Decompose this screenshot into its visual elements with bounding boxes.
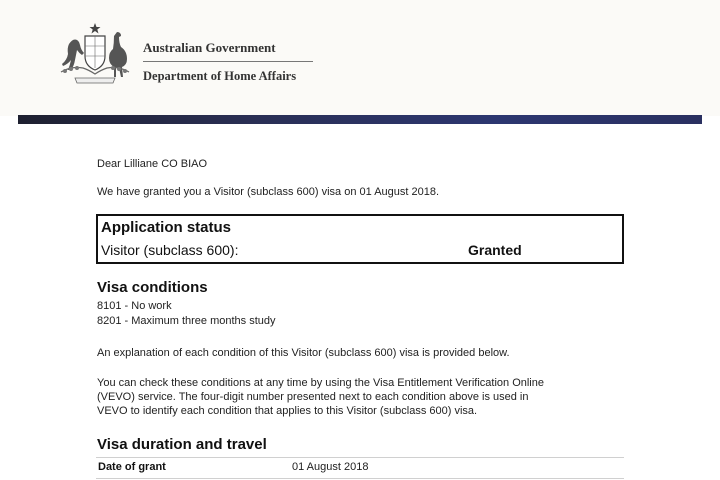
department-name: Department of Home Affairs — [143, 69, 297, 83]
conditions-explanation: An explanation of each condition of this Visitor (subclass 600) visa is provided below. — [97, 347, 510, 359]
visa-conditions-title: Visa conditions — [97, 279, 208, 296]
application-status-box — [96, 214, 624, 264]
government-identity — [143, 40, 315, 84]
header-band — [18, 115, 702, 124]
date-of-grant-value: 01 August 2018 — [292, 461, 369, 473]
letterhead-divider — [143, 61, 313, 62]
vevo-line: You can check these conditions at any time by using the Visa Entitlement Verification Online — [97, 377, 544, 389]
date-of-grant-label: Date of grant — [98, 461, 166, 473]
application-status-value: Granted — [468, 242, 522, 258]
vevo-line: (VEVO) service. The four-digit number presented next to each condition above is used in — [97, 391, 529, 403]
condition-item: 8201 - Maximum three months study — [97, 315, 276, 327]
table-row — [96, 457, 624, 479]
letterhead — [0, 0, 720, 116]
salutation: Dear Lilliane CO BIAO — [97, 158, 208, 170]
grant-intro: We have granted you a Visitor (subclass 600) visa on 01 August 2018. — [97, 186, 440, 198]
vevo-line: VEVO to identify each condition that applies to this Visitor (subclass 600) visa. — [97, 405, 478, 417]
application-status-title: Application status — [101, 219, 232, 236]
visa-duration-title: Visa duration and travel — [97, 436, 267, 453]
condition-item: 8101 - No work — [97, 300, 172, 312]
coat-of-arms-icon — [55, 22, 135, 86]
application-status-visa: Visitor (subclass 600): — [101, 242, 239, 258]
government-name: Australian Government — [143, 40, 276, 55]
